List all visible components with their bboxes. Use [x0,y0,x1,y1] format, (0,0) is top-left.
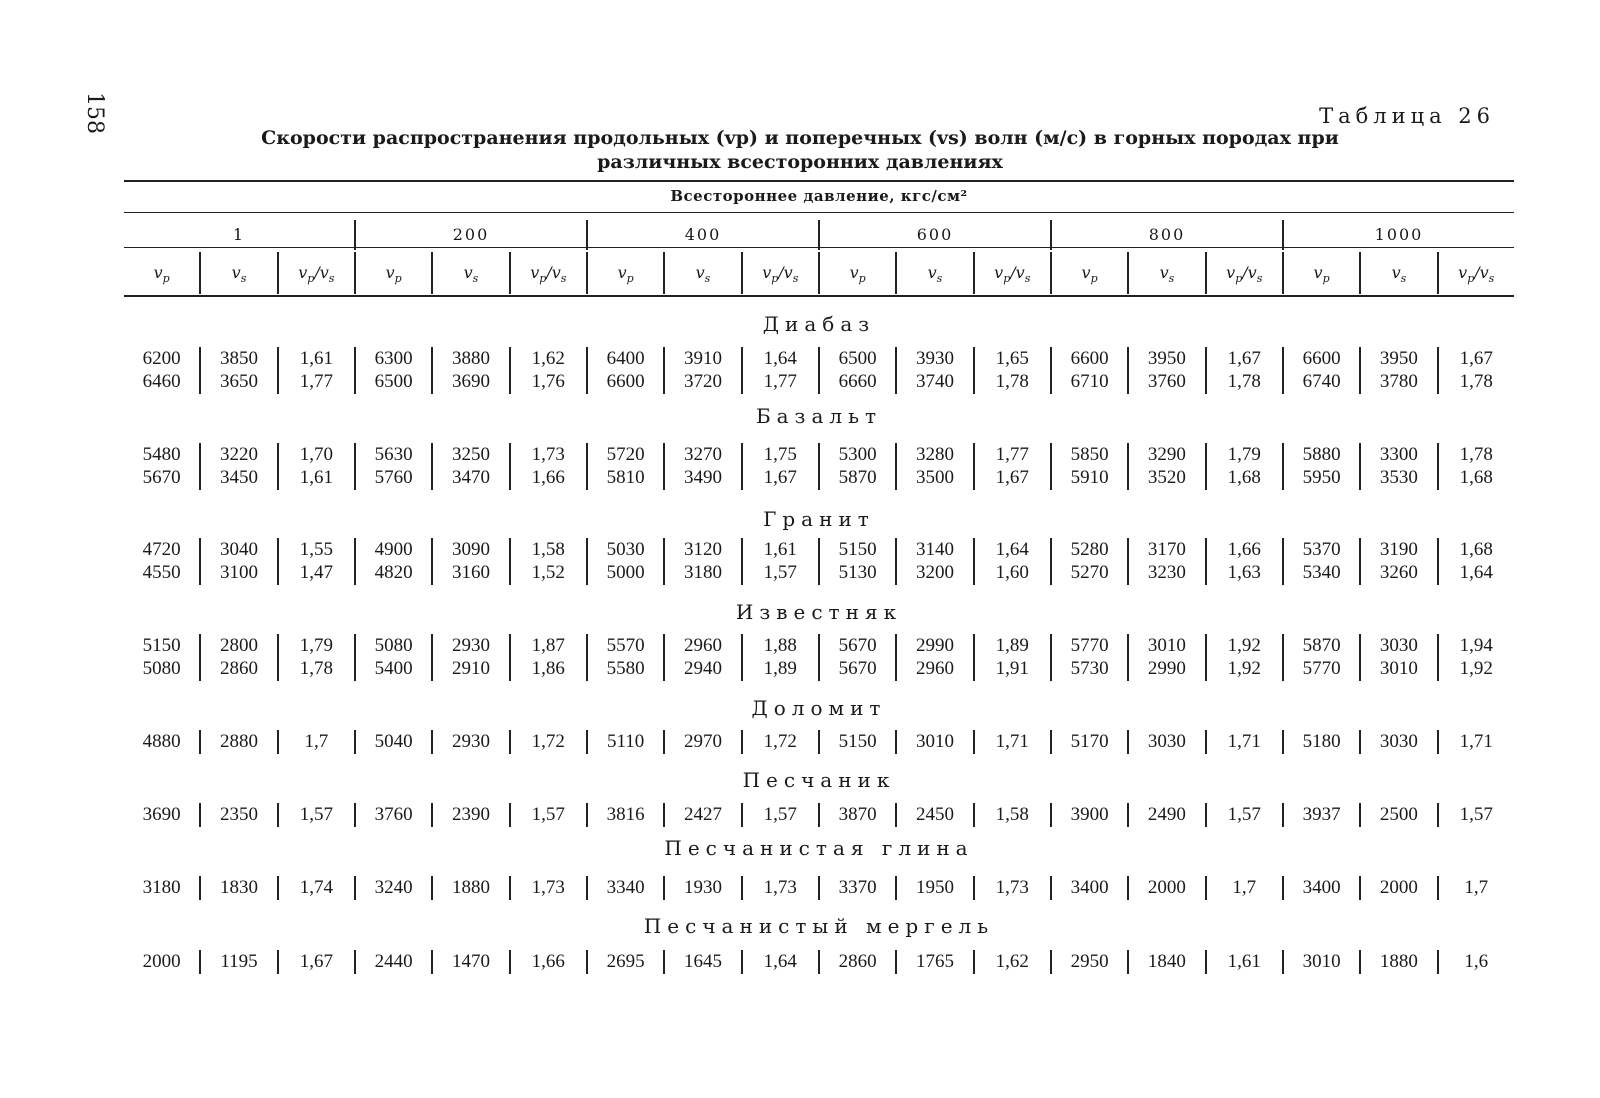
vs-cell: 2990 [1127,657,1204,681]
ratio-cell: 1,57 [277,803,354,827]
ratio-cell: 1,73 [741,876,818,900]
vs-cell: 2490 [1127,803,1204,827]
rock-section-title: Песчанистый мергель [643,914,995,938]
vs-cell: 3030 [1359,730,1436,754]
vs-cell: 2390 [431,803,508,827]
ratio-cell: 1,58 [973,803,1050,827]
vs-cell: 3010 [1359,657,1436,681]
vp-cell: 3010 [1282,950,1359,974]
ratio-cell: 1,55 [277,538,354,562]
pressure-header: 800 [1050,220,1282,250]
table-row [124,347,1514,371]
header-bottom-rule [124,295,1514,297]
ratio-cell: 1,68 [1205,466,1282,490]
vp-cell: 5110 [586,730,663,754]
vs-cell: 3160 [431,561,508,585]
ratio-cell: 1,61 [277,466,354,490]
vp-cell: 2000 [142,951,181,972]
ratio-cell: 1,72 [509,730,586,754]
vs-cell: 1930 [663,876,740,900]
ratio-header: $v_p/v_s$ [1205,252,1282,294]
ratio-cell: 1,67 [277,950,354,974]
vs-cell: 2960 [663,634,740,658]
vs-cell: 1195 [199,950,276,974]
vp-cell: 6200 [142,348,181,369]
vp-cell: 5170 [1050,730,1127,754]
ratio-header: $v_p/v_s$ [1437,252,1514,294]
vs-cell: 3140 [895,538,972,562]
ratio-cell: 1,92 [1205,634,1282,658]
vs-cell: 3230 [1127,561,1204,585]
ratio-cell: 1,68 [1437,466,1514,490]
column-subheader-row [124,252,1514,294]
vp-cell: 5030 [586,538,663,562]
table-row [124,561,1514,585]
vp-cell: 5850 [1050,443,1127,467]
top-rule [124,180,1514,182]
ratio-cell: 1,62 [509,347,586,371]
ratio-cell: 1,64 [973,538,1050,562]
vs-header: $v_s$ [895,252,972,294]
vp-cell: 3180 [142,877,181,898]
ratio-header: $v_p/v_s$ [741,252,818,294]
vs-cell: 3930 [895,347,972,371]
ratio-header: $v_p/v_s$ [973,252,1050,294]
vs-cell: 3650 [199,370,276,394]
vp-cell: 5880 [1282,443,1359,467]
vp-cell: 6600 [1050,347,1127,371]
rock-section-title: Гранит [763,507,875,531]
vp-cell: 5400 [354,657,431,681]
vp-cell: 6710 [1050,370,1127,394]
ratio-cell: 1,71 [1205,730,1282,754]
vs-cell: 3270 [663,443,740,467]
ratio-cell: 1,61 [277,347,354,371]
ratio-cell: 1,78 [277,657,354,681]
pressure-header: 400 [586,220,818,250]
ratio-cell: 1,67 [973,466,1050,490]
table-label: Таблица 26 [1319,104,1495,128]
ratio-cell: 1,65 [973,347,1050,371]
ratio-cell: 1,57 [741,803,818,827]
vp-cell: 4550 [142,562,181,583]
vp-cell: 6600 [586,370,663,394]
ratio-cell: 1,74 [277,876,354,900]
vs-cell: 3760 [1127,370,1204,394]
pressure-header: 1000 [1282,220,1514,250]
vs-header: $v_s$ [199,252,276,294]
vp-header: $v_p$ [354,252,431,294]
ratio-cell: 1,73 [973,876,1050,900]
ratio-cell: 1,57 [1437,803,1514,827]
vs-header: $v_s$ [663,252,740,294]
vs-cell: 3260 [1359,561,1436,585]
vp-cell: 3370 [818,876,895,900]
ratio-cell: 1,66 [509,466,586,490]
ratio-cell: 1,62 [973,950,1050,974]
vp-cell: 2440 [354,950,431,974]
vp-cell: 4900 [354,538,431,562]
vp-cell: 3240 [354,876,431,900]
table-row [124,657,1514,681]
rock-section-title: Доломит [751,696,887,720]
pressure-caption: Всестороннее давление, кгс/см² [670,187,968,205]
vp-cell: 3400 [1282,876,1359,900]
vp-cell: 6600 [1282,347,1359,371]
vs-cell: 2860 [199,657,276,681]
vp-cell: 3900 [1050,803,1127,827]
vp-cell: 5730 [1050,657,1127,681]
ratio-cell: 1,67 [1437,347,1514,371]
vp-cell: 3340 [586,876,663,900]
vs-cell: 2880 [199,730,276,754]
vp-cell: 2695 [586,950,663,974]
vs-header: $v_s$ [431,252,508,294]
vp-cell: 2950 [1050,950,1127,974]
vp-cell: 5770 [1050,634,1127,658]
vs-cell: 3040 [199,538,276,562]
table-title [200,126,1400,174]
vs-cell: 1880 [431,876,508,900]
vp-cell: 5150 [818,730,895,754]
ratio-cell: 1,78 [1437,370,1514,394]
vp-cell: 6500 [354,370,431,394]
vp-cell: 5080 [142,658,181,679]
ratio-cell: 1,71 [973,730,1050,754]
ratio-cell: 1,7 [1437,876,1514,900]
vp-cell: 5000 [586,561,663,585]
vp-header: $v_p$ [818,252,895,294]
vs-cell: 3100 [199,561,276,585]
ratio-cell: 1,79 [277,634,354,658]
vp-cell: 6740 [1282,370,1359,394]
vp-cell: 6660 [818,370,895,394]
ratio-cell: 1,75 [741,443,818,467]
vs-cell: 1840 [1127,950,1204,974]
rock-section-title: Диабаз [762,312,876,336]
ratio-cell: 1,77 [277,370,354,394]
vs-cell: 3690 [431,370,508,394]
vs-cell: 3520 [1127,466,1204,490]
ratio-header: $v_p/v_s$ [277,252,354,294]
vp-cell: 4720 [142,539,181,560]
ratio-cell: 1,63 [1205,561,1282,585]
table-row [124,950,1514,974]
vs-cell: 1645 [663,950,740,974]
vp-cell: 3937 [1282,803,1359,827]
vp-cell: 5630 [354,443,431,467]
vs-cell: 3290 [1127,443,1204,467]
vs-cell: 1830 [199,876,276,900]
ratio-cell: 1,58 [509,538,586,562]
ratio-cell: 1,78 [1205,370,1282,394]
vs-cell: 3200 [895,561,972,585]
ratio-header: $v_p/v_s$ [509,252,586,294]
vs-cell: 3300 [1359,443,1436,467]
vp-cell: 5670 [818,634,895,658]
vs-cell: 1470 [431,950,508,974]
vp-cell: 5040 [354,730,431,754]
vs-cell: 2960 [895,657,972,681]
caption-rule [124,212,1514,213]
vs-cell: 3780 [1359,370,1436,394]
vp-cell: 5300 [818,443,895,467]
ratio-cell: 1,91 [973,657,1050,681]
ratio-cell: 1,66 [509,950,586,974]
vs-cell: 2970 [663,730,740,754]
ratio-cell: 1,77 [741,370,818,394]
vp-cell: 5150 [818,538,895,562]
vs-cell: 3470 [431,466,508,490]
vs-cell: 3030 [1127,730,1204,754]
ratio-cell: 1,57 [741,561,818,585]
vp-cell: 5770 [1282,657,1359,681]
vs-cell: 3720 [663,370,740,394]
vs-cell: 1880 [1359,950,1436,974]
rock-section-title: Базальт [755,404,883,428]
ratio-cell: 1,88 [741,634,818,658]
table-row [124,634,1514,658]
table-row [124,466,1514,490]
vp-cell: 5080 [354,634,431,658]
rock-section-title: Песчаник [742,768,896,792]
vs-cell: 2450 [895,803,972,827]
vp-cell: 6400 [586,347,663,371]
vs-cell: 3090 [431,538,508,562]
vs-cell: 2427 [663,803,740,827]
ratio-cell: 1,79 [1205,443,1282,467]
vs-cell: 3880 [431,347,508,371]
vs-cell: 3180 [663,561,740,585]
vs-cell: 3850 [199,347,276,371]
title-line-2: различных всесторонних давлениях [597,151,1003,173]
vs-cell: 2910 [431,657,508,681]
ratio-cell: 1,57 [1205,803,1282,827]
ratio-cell: 1,66 [1205,538,1282,562]
vp-cell: 5870 [818,466,895,490]
ratio-cell: 1,87 [509,634,586,658]
vs-cell: 2000 [1127,876,1204,900]
ratio-cell: 1,73 [509,876,586,900]
vs-cell: 2500 [1359,803,1436,827]
vp-cell: 4880 [142,731,181,752]
ratio-cell: 1,7 [277,730,354,754]
vp-cell: 5270 [1050,561,1127,585]
vs-cell: 3950 [1127,347,1204,371]
vp-cell: 5580 [586,657,663,681]
vp-cell: 3690 [142,804,181,825]
vs-cell: 2930 [431,730,508,754]
table-row [124,370,1514,394]
vp-cell: 5670 [818,657,895,681]
vp-cell: 6300 [354,347,431,371]
ratio-cell: 1,64 [1437,561,1514,585]
vs-cell: 3740 [895,370,972,394]
vp-cell: 5810 [586,466,663,490]
vp-cell: 5670 [142,467,181,488]
ratio-cell: 1,89 [973,634,1050,658]
vs-cell: 1765 [895,950,972,974]
table-row [124,876,1514,900]
ratio-cell: 1,73 [509,443,586,467]
ratio-cell: 1,92 [1205,657,1282,681]
vp-cell: 5340 [1282,561,1359,585]
table-row [124,538,1514,562]
vp-cell: 5720 [586,443,663,467]
vp-cell: 6500 [818,347,895,371]
ratio-cell: 1,52 [509,561,586,585]
vp-cell: 5370 [1282,538,1359,562]
vp-cell: 5150 [142,635,181,656]
table-row [124,730,1514,754]
pressure-group-row [124,220,1514,250]
ratio-cell: 1,86 [509,657,586,681]
vp-cell: 5570 [586,634,663,658]
vp-cell: 5910 [1050,466,1127,490]
ratio-cell: 1,89 [741,657,818,681]
ratio-cell: 1,7 [1205,876,1282,900]
ratio-cell: 1,70 [277,443,354,467]
vs-cell: 2930 [431,634,508,658]
vs-cell: 1950 [895,876,972,900]
vs-header: $v_s$ [1359,252,1436,294]
vp-header: $v_p$ [1282,252,1359,294]
vp-cell: 6460 [142,371,181,392]
vs-cell: 2990 [895,634,972,658]
ratio-cell: 1,61 [741,538,818,562]
group-rule [124,247,1514,248]
vs-cell: 3010 [1127,634,1204,658]
table-row [124,803,1514,827]
vs-header: $v_s$ [1127,252,1204,294]
ratio-cell: 1,78 [973,370,1050,394]
vs-cell: 3950 [1359,347,1436,371]
vp-cell: 5280 [1050,538,1127,562]
ratio-cell: 1,92 [1437,657,1514,681]
vp-header: $v_p$ [1050,252,1127,294]
ratio-cell: 1,78 [1437,443,1514,467]
vp-cell: 3870 [818,803,895,827]
ratio-cell: 1,6 [1437,950,1514,974]
ratio-cell: 1,64 [741,950,818,974]
vs-cell: 2000 [1359,876,1436,900]
ratio-cell: 1,57 [509,803,586,827]
vs-cell: 3490 [663,466,740,490]
vs-cell: 3120 [663,538,740,562]
vs-cell: 3010 [895,730,972,754]
pressure-header: 600 [818,220,1050,250]
ratio-cell: 1,64 [741,347,818,371]
vs-cell: 3190 [1359,538,1436,562]
ratio-cell: 1,60 [973,561,1050,585]
ratio-cell: 1,67 [1205,347,1282,371]
vs-cell: 3170 [1127,538,1204,562]
vs-cell: 2940 [663,657,740,681]
rock-section-title: Песчанистая глина [664,836,974,860]
vp-cell: 5760 [354,466,431,490]
vp-cell: 5180 [1282,730,1359,754]
vs-cell: 3250 [431,443,508,467]
vs-cell: 3530 [1359,466,1436,490]
vp-cell: 5950 [1282,466,1359,490]
ratio-cell: 1,68 [1437,538,1514,562]
vs-cell: 3910 [663,347,740,371]
vp-cell: 5130 [818,561,895,585]
ratio-cell: 1,72 [741,730,818,754]
vp-cell: 3400 [1050,876,1127,900]
ratio-cell: 1,77 [973,443,1050,467]
pressure-header: 200 [354,220,586,250]
vp-cell: 5870 [1282,634,1359,658]
vp-cell: 4820 [354,561,431,585]
vp-cell: 2860 [818,950,895,974]
pressure-header: 1 [232,225,246,244]
ratio-cell: 1,76 [509,370,586,394]
vs-cell: 3500 [895,466,972,490]
vp-header: $v_p$ [153,263,170,286]
vp-cell: 5480 [142,444,181,465]
title-line-1: Скорости распространения продольных (vp) и поперечных (vs) волн (м/с) в горных породах при [261,127,1339,149]
vp-cell: 3816 [586,803,663,827]
vp-cell: 3760 [354,803,431,827]
vs-cell: 3220 [199,443,276,467]
vs-cell: 2800 [199,634,276,658]
table-row [124,443,1514,467]
vp-header: $v_p$ [586,252,663,294]
ratio-cell: 1,67 [741,466,818,490]
vs-cell: 3280 [895,443,972,467]
ratio-cell: 1,47 [277,561,354,585]
ratio-cell: 1,94 [1437,634,1514,658]
rock-section-title: Известняк [735,600,903,624]
page-number: 158 [82,92,107,134]
vs-cell: 3450 [199,466,276,490]
ratio-cell: 1,61 [1205,950,1282,974]
ratio-cell: 1,71 [1437,730,1514,754]
vs-cell: 3030 [1359,634,1436,658]
vs-cell: 2350 [199,803,276,827]
